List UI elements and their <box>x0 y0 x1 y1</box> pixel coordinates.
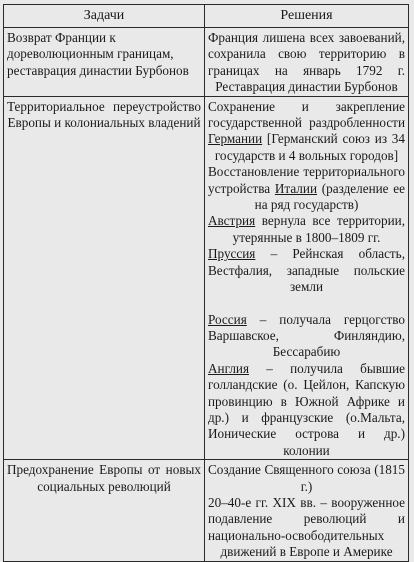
solution-paragraph: Россия – получала герцогство Варшавское, Финляндию, Бессарабию <box>208 311 405 360</box>
germany-link: Германии <box>208 131 263 147</box>
task-cell: Возврат Франции к дореволюционным границам, реставрация династии Бурбонов <box>4 28 205 97</box>
header-tasks: Задачи <box>4 5 205 28</box>
solution-paragraph: Восстановление территориального устройства Италии (разделение ее на ряд государств) <box>208 164 405 213</box>
solution-paragraph: Англия – получила бывшие голландские (о. Цейлон, Капскую провинцию в Южной Африке и др.) и французские (о.Мальта, Ионические острова и др.) колонии <box>208 360 405 458</box>
tasks-solutions-table <box>3 4 409 562</box>
russia-link: Россия <box>208 311 247 327</box>
solution-cell <box>205 28 409 97</box>
solution-paragraph: 20–40-е гг. XIX вв. – вооруженное подавление революций и национально-освободительных движений в Европе и Америке <box>208 494 405 560</box>
solution-paragraph: Австрия вернула все территории, утерянные в 1800–1809 гг. <box>208 213 405 245</box>
solution-text: Франция лишена всех завоеваний, сохранила свою территорию в границах на январь 1792 г. Реставрация династии Бурбонов <box>208 30 405 95</box>
table-row <box>4 28 409 97</box>
table-row <box>4 96 409 460</box>
solution-cell <box>205 96 409 460</box>
solution-paragraph: Пруссия – Рейнская область, Вестфалия, западные польские земли <box>208 246 405 295</box>
austria-link: Австрия <box>208 213 256 229</box>
table-row <box>4 460 409 561</box>
task-cell: Предохранение Европы от новых социальных революций <box>4 460 205 561</box>
task-cell: Территориальное переустройство Европы и колониальных владений <box>4 96 205 460</box>
prussia-link: Пруссия <box>208 246 256 262</box>
table-header-row <box>4 5 409 28</box>
solution-paragraph: Создание Священного союза (1815 г.) <box>208 462 405 494</box>
header-solutions: Решения <box>205 5 409 28</box>
italy-link: Италии <box>274 180 318 196</box>
solution-paragraph: Сохранение и закрепление государственной раздробленности Германии [Германский союз из 34 государств и 4 вольных городов] <box>208 98 405 163</box>
england-link: Англия <box>208 360 250 376</box>
solution-cell <box>205 460 409 561</box>
